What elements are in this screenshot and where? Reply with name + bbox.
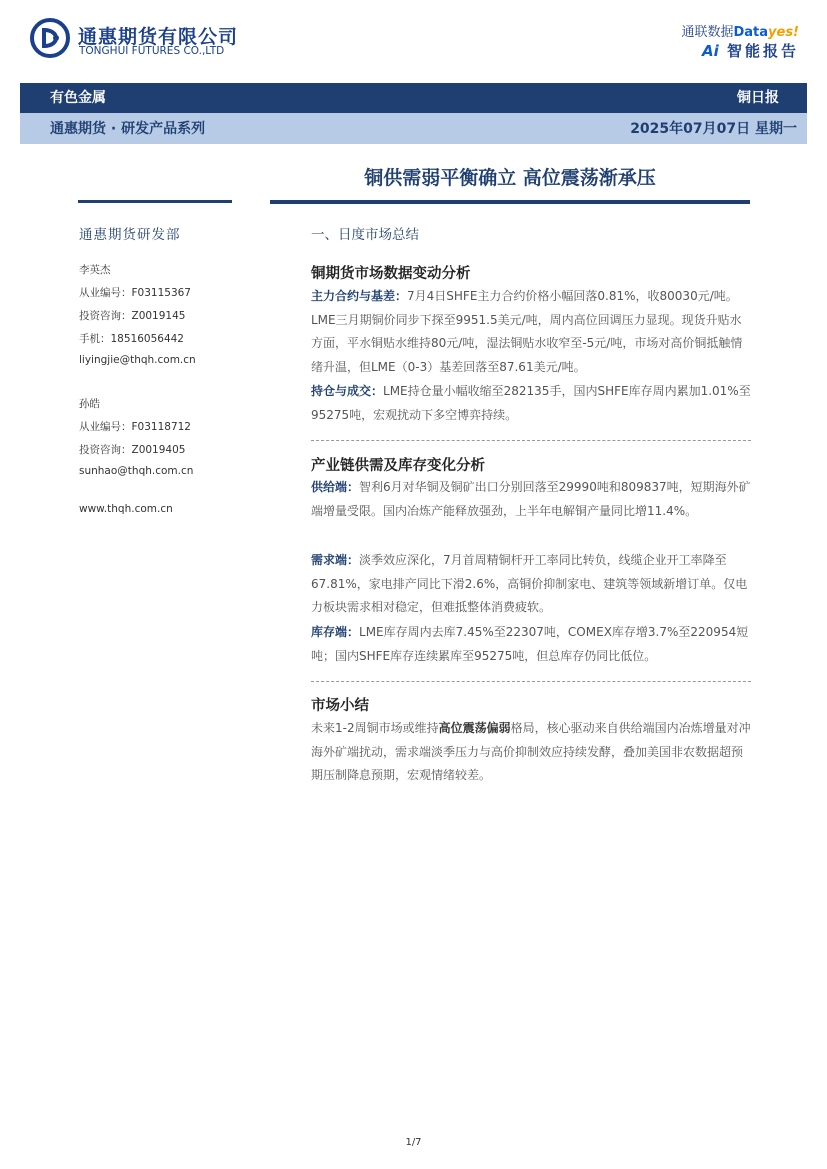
datayes-prefix: 通联数据 xyxy=(681,25,734,40)
page-number: 1/7 xyxy=(405,1137,422,1148)
datayes-logo xyxy=(681,21,799,40)
paragraph-key: 需求端： xyxy=(311,553,360,567)
analyst-consult: 投资咨询：Z0019145 xyxy=(79,310,186,322)
banner-category: 有色金属 xyxy=(50,90,106,106)
highlight-text: 高位震荡偏弱 xyxy=(438,721,511,735)
divider xyxy=(311,681,751,682)
company-name-en: TONGHUI FUTURES CO.,LTD xyxy=(79,45,225,57)
paragraph-text: LME库存周内去库7.45%至22307吨，COMEX库存增3.7%至220954短吨；国内SHFE库存连续累库至95275吨，但总库存仍同比低位。 xyxy=(311,625,749,663)
sidebar-rule xyxy=(78,200,232,203)
paragraph xyxy=(311,285,751,379)
sidebar-dept: 通惠期货研发部 xyxy=(79,227,181,243)
ai-label: Ai xyxy=(701,42,719,60)
paragraph xyxy=(311,549,751,620)
report-title: 铜供需弱平衡确立 高位震荡渐承压 xyxy=(364,167,656,189)
paragraph-key: 持仓与成交： xyxy=(311,384,384,398)
divider xyxy=(311,440,751,441)
datayes-yes: yes! xyxy=(768,25,799,40)
datayes-brand: Data xyxy=(733,25,769,40)
summary-paragraph xyxy=(311,717,751,788)
paragraph-text: 7月4日SHFE主力合约价格小幅回落0.81%，收80030元/吨。LME三月期铜价同步下探至9951.5美元/吨，周内高位回调压力显现。现货升贴水方面，平水铜贴水维持80元/吨，湿法铜贴水收窄至-5元/吨，市场对高价铜抵触情绪升温，但LME（0-3）基差回落至87.61美元/吨。 xyxy=(311,289,743,374)
subsection-title: 铜期货市场数据变动分析 xyxy=(311,266,471,282)
banner-date: 2025年07月07日 星期一 xyxy=(630,121,797,137)
company-logo-icon xyxy=(30,18,70,58)
paragraph-text: 未来1-2周铜市场或维持 xyxy=(311,721,439,735)
paragraph-text: LME持仓量小幅收缩至282135手，国内SHFE库存周内累加1.01%至95275吨，宏观扰动下多空博弈持续。 xyxy=(311,384,751,422)
section-heading: 一、日度市场总结 xyxy=(311,227,419,243)
banner-top xyxy=(20,83,807,113)
title-rule xyxy=(270,200,750,204)
subsection-title: 市场小结 xyxy=(311,698,369,714)
paragraph-text: 格局，核心驱动来自供给端国内冶炼增量对冲海外矿端扰动，需求端淡季压力与高价抑制效应持续发酵，叠加美国非农数据超预期压制降息预期，宏观情绪较差。 xyxy=(311,721,751,782)
paragraph-key: 库存端： xyxy=(311,625,360,639)
banner-series: 通惠期货 · 研发产品系列 xyxy=(50,121,206,137)
analyst-email[interactable]: liyingjie@thqh.com.cn xyxy=(79,354,196,366)
paragraph-text: 智利6月对华铜及铜矿出口分别回落至29990吨和809837吨，短期海外矿端增量受限。国内冶炼产能释放强劲，上半年电解铜产量同比增11.4%。 xyxy=(311,480,751,518)
paragraph-key: 供给端： xyxy=(311,480,360,494)
subsection-title: 产业链供需及库存变化分析 xyxy=(311,458,485,474)
paragraph xyxy=(311,476,751,523)
analyst-name: 李英杰 xyxy=(79,264,111,276)
banner-report-type: 铜日报 xyxy=(737,90,779,106)
analyst-name: 孙皓 xyxy=(79,398,100,410)
paragraph xyxy=(311,380,751,427)
ai-report-text: 智能报告 xyxy=(726,42,799,60)
paragraph-text: 淡季效应深化，7月首周精铜杆开工率同比转负，线缆企业开工率降至67.81%，家电排产同比下滑2.6%，高铜价抑制家电、建筑等领域新增订单。仅电力板块需求相对稳定，但难抵整体消费疲软。 xyxy=(311,553,748,614)
analyst-consult: 投资咨询：Z0019405 xyxy=(79,444,186,456)
analyst-license: 从业编号：F03115367 xyxy=(79,287,191,299)
analyst-phone: 手机：18516056442 xyxy=(79,333,184,345)
analyst-license: 从业编号：F03118712 xyxy=(79,421,191,433)
paragraph xyxy=(311,621,751,668)
ai-report-logo xyxy=(702,40,799,61)
analyst-email[interactable]: sunhao@thqh.com.cn xyxy=(79,465,194,477)
company-name-cn: 通惠期货有限公司 xyxy=(78,26,239,48)
company-website[interactable]: www.thqh.com.cn xyxy=(79,503,173,515)
paragraph-key: 主力合约与基差： xyxy=(311,289,408,303)
